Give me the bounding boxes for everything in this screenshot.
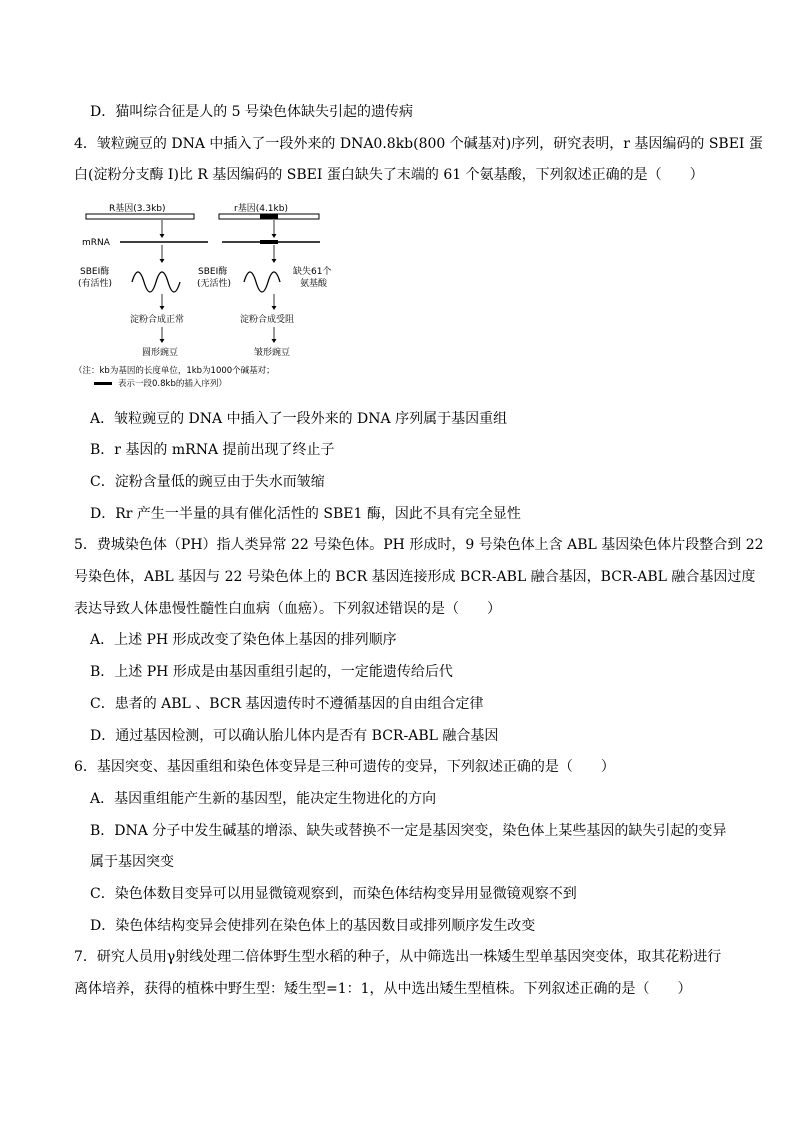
q5-option-d: D．通过基因检测，可以确认胎儿体内是否有 BCR-ABL 融合基因 [90,728,499,744]
q4-stem-line2: 白(淀粉分支酶 I)比 R 基因编码的 SBEI 蛋白缺失了末端的 61 个氨基酸，下列叙述正确的是（ ） [74,167,704,183]
q5-stem-line1: 5．费城染色体（PH）指人类异常 22 号染色体。PH 形成时，9 号染色体上含 ABL 基因染色体片段整合到 22 [74,537,764,553]
q6-option-c: C．染色体数目变异可以用显微镜观察到，而染色体结构变异用显微镜观察不到 [90,886,577,902]
q5-stem-line3: 表达导致人体患慢性髓性白血病（血癌）。下列叙述错误的是（ ） [74,601,501,617]
starch-normal-label: 淀粉合成正常 [130,315,185,325]
q5-option-c: C．患者的 ABL 、BCR 基因遗传时不遵循基因的自由组合定律 [90,696,484,712]
missing-aa-label: 缺失61个 [293,267,332,277]
q7-stem-line2: 离体培养，获得的植株中野生型：矮生型=1：1，从中选出矮生型植株。下列叙述正确的是（ ） [74,981,692,997]
wrinkled-pea-label: 皱形豌豆 [254,348,291,358]
q4-stem-line1: 4．皱粒豌豆的 DNA 中插入了一段外来的 DNA0.8kb(800 个碱基对)序列，研究表明，r 基因编码的 SBEI 蛋 [74,136,763,152]
diagram-note-line2: 表示一段0.8kb的插入序列） [118,379,227,389]
insert-segment [260,214,278,219]
q6-option-d: D．染色体结构变异会使排列在染色体上的基因数目或排列顺序发生改变 [90,918,536,934]
sbei-inactive-label: SBEI酶 [198,267,228,277]
round-pea-label: 圆形豌豆 [142,348,179,358]
missing-aa-label2: 氨基酸 [300,279,328,289]
r-gene-bar [86,214,194,219]
q6-option-b-line2: 属于基因突变 [90,854,174,870]
sbei-inactive-status: (无活性) [197,279,232,289]
diagram-note-line1: （注：kb为基因的长度单位，1kb为1000个碱基对； [74,366,275,376]
q3-option-d: D．猫叫综合征是人的 5 号染色体缺失引起的遗传病 [90,104,414,120]
r-mut-gene-label: r基因(4.1kb) [234,204,288,214]
protein-active-shape [132,272,180,292]
mrna-label: mRNA [82,238,110,248]
q4-option-d: D．Rr 产生一半量的具有催化活性的 SBE1 酶，因此不具有完全显性 [90,506,521,522]
q4-option-a: A．皱粒豌豆的 DNA 中插入了一段外来的 DNA 序列属于基因重组 [90,411,508,427]
protein-inactive-shape [244,272,280,292]
q5-option-b: B．上述 PH 形成是由基因重组引起的，一定能遗传给后代 [90,664,453,680]
sbei-active-label: SBEI酶 [80,267,110,277]
q4-diagram [74,198,344,394]
q6-stem: 6．基因突变、基因重组和染色体变异是三种可遗传的变异，下列叙述正确的是（ ） [74,759,615,775]
q6-option-b-line1: B．DNA 分子中发生碱基的增添、缺失或替换不一定是基因突变，染色体上某些基因的缺失引起的变异 [90,823,727,839]
note-insert-symbol [94,382,112,385]
q5-option-a: A．上述 PH 形成改变了染色体上基因的排列顺序 [90,632,397,648]
sbei-active-status: (有活性) [78,279,113,289]
q4-option-c: C．淀粉含量低的豌豆由于失水而皱缩 [90,474,325,490]
q7-stem-line1: 7．研究人员用γ射线处理二倍体野生型水稻的种子，从中筛选出一株矮生型单基因突变体，取其花粉进行 [74,949,722,965]
r-gene-label: R基因(3.3kb) [109,204,166,214]
q4-option-b: B．r 基因的 mRNA 提前出现了终止子 [90,442,335,458]
q6-option-a: A．基因重组能产生新的基因型，能决定生物进化的方向 [90,791,437,807]
q5-stem-line2: 号染色体，ABL 基因与 22 号染色体上的 BCR 基因连接形成 BCR-ABL 融合基因，BCR-ABL 融合基因过度 [74,569,756,585]
starch-blocked-label: 淀粉合成受阻 [240,315,295,325]
